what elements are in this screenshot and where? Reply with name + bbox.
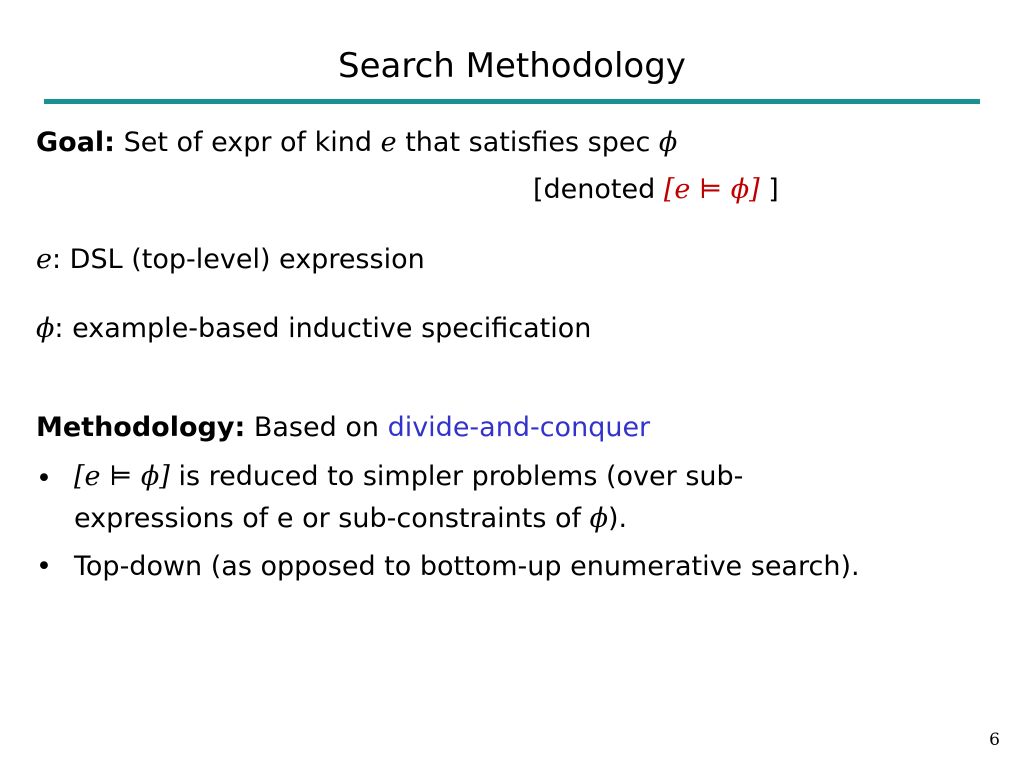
title-divider	[44, 99, 980, 104]
divide-and-conquer-text: divide-and-conquer	[387, 412, 651, 443]
e-symbol: e	[36, 244, 52, 275]
bullet-1-text: is reduced to simpler problems (over sub-	[178, 461, 744, 492]
bullet-1	[74, 456, 1004, 540]
denoted-close: ]	[768, 174, 779, 205]
bullet-1-text-2: expressions of e or sub-constraints of	[74, 503, 582, 534]
goal-text-a: Set of expr of kind	[123, 127, 373, 158]
denoted-line	[533, 172, 779, 208]
e-definition	[36, 242, 425, 278]
bullet-1-end: ).	[608, 503, 628, 534]
page-number: 6	[989, 730, 1000, 750]
methodology-line	[36, 410, 650, 446]
goal-e-symbol: e	[380, 127, 397, 158]
page-title: Search Methodology	[338, 46, 686, 86]
phi-symbol: ϕ	[36, 313, 55, 344]
methodology-label: Methodology:	[36, 412, 246, 443]
denoted-expr: [e ⊨ ϕ]	[663, 174, 760, 205]
goal-phi-symbol: ϕ	[658, 127, 678, 158]
e-definition-text: : DSL (top-level) expression	[51, 244, 425, 275]
bullet-1-phi: ϕ	[589, 503, 609, 534]
goal-label: Goal:	[36, 127, 115, 158]
bullet-1-expr: [e ⊨ ϕ]	[74, 461, 170, 492]
phi-definition-text: : example-based inductive specification	[54, 313, 592, 344]
goal-text-b: that satisfies spec	[405, 127, 651, 158]
denoted-open: [denoted	[533, 174, 656, 205]
phi-definition	[36, 311, 591, 347]
bullet-2-symbol: •	[36, 551, 52, 582]
methodology-text: Based on	[253, 412, 379, 443]
bullet-1-symbol: •	[36, 463, 52, 494]
bullet-2: Top-down (as opposed to bottom-up enumerative search).	[74, 551, 860, 582]
goal-line	[36, 125, 677, 161]
